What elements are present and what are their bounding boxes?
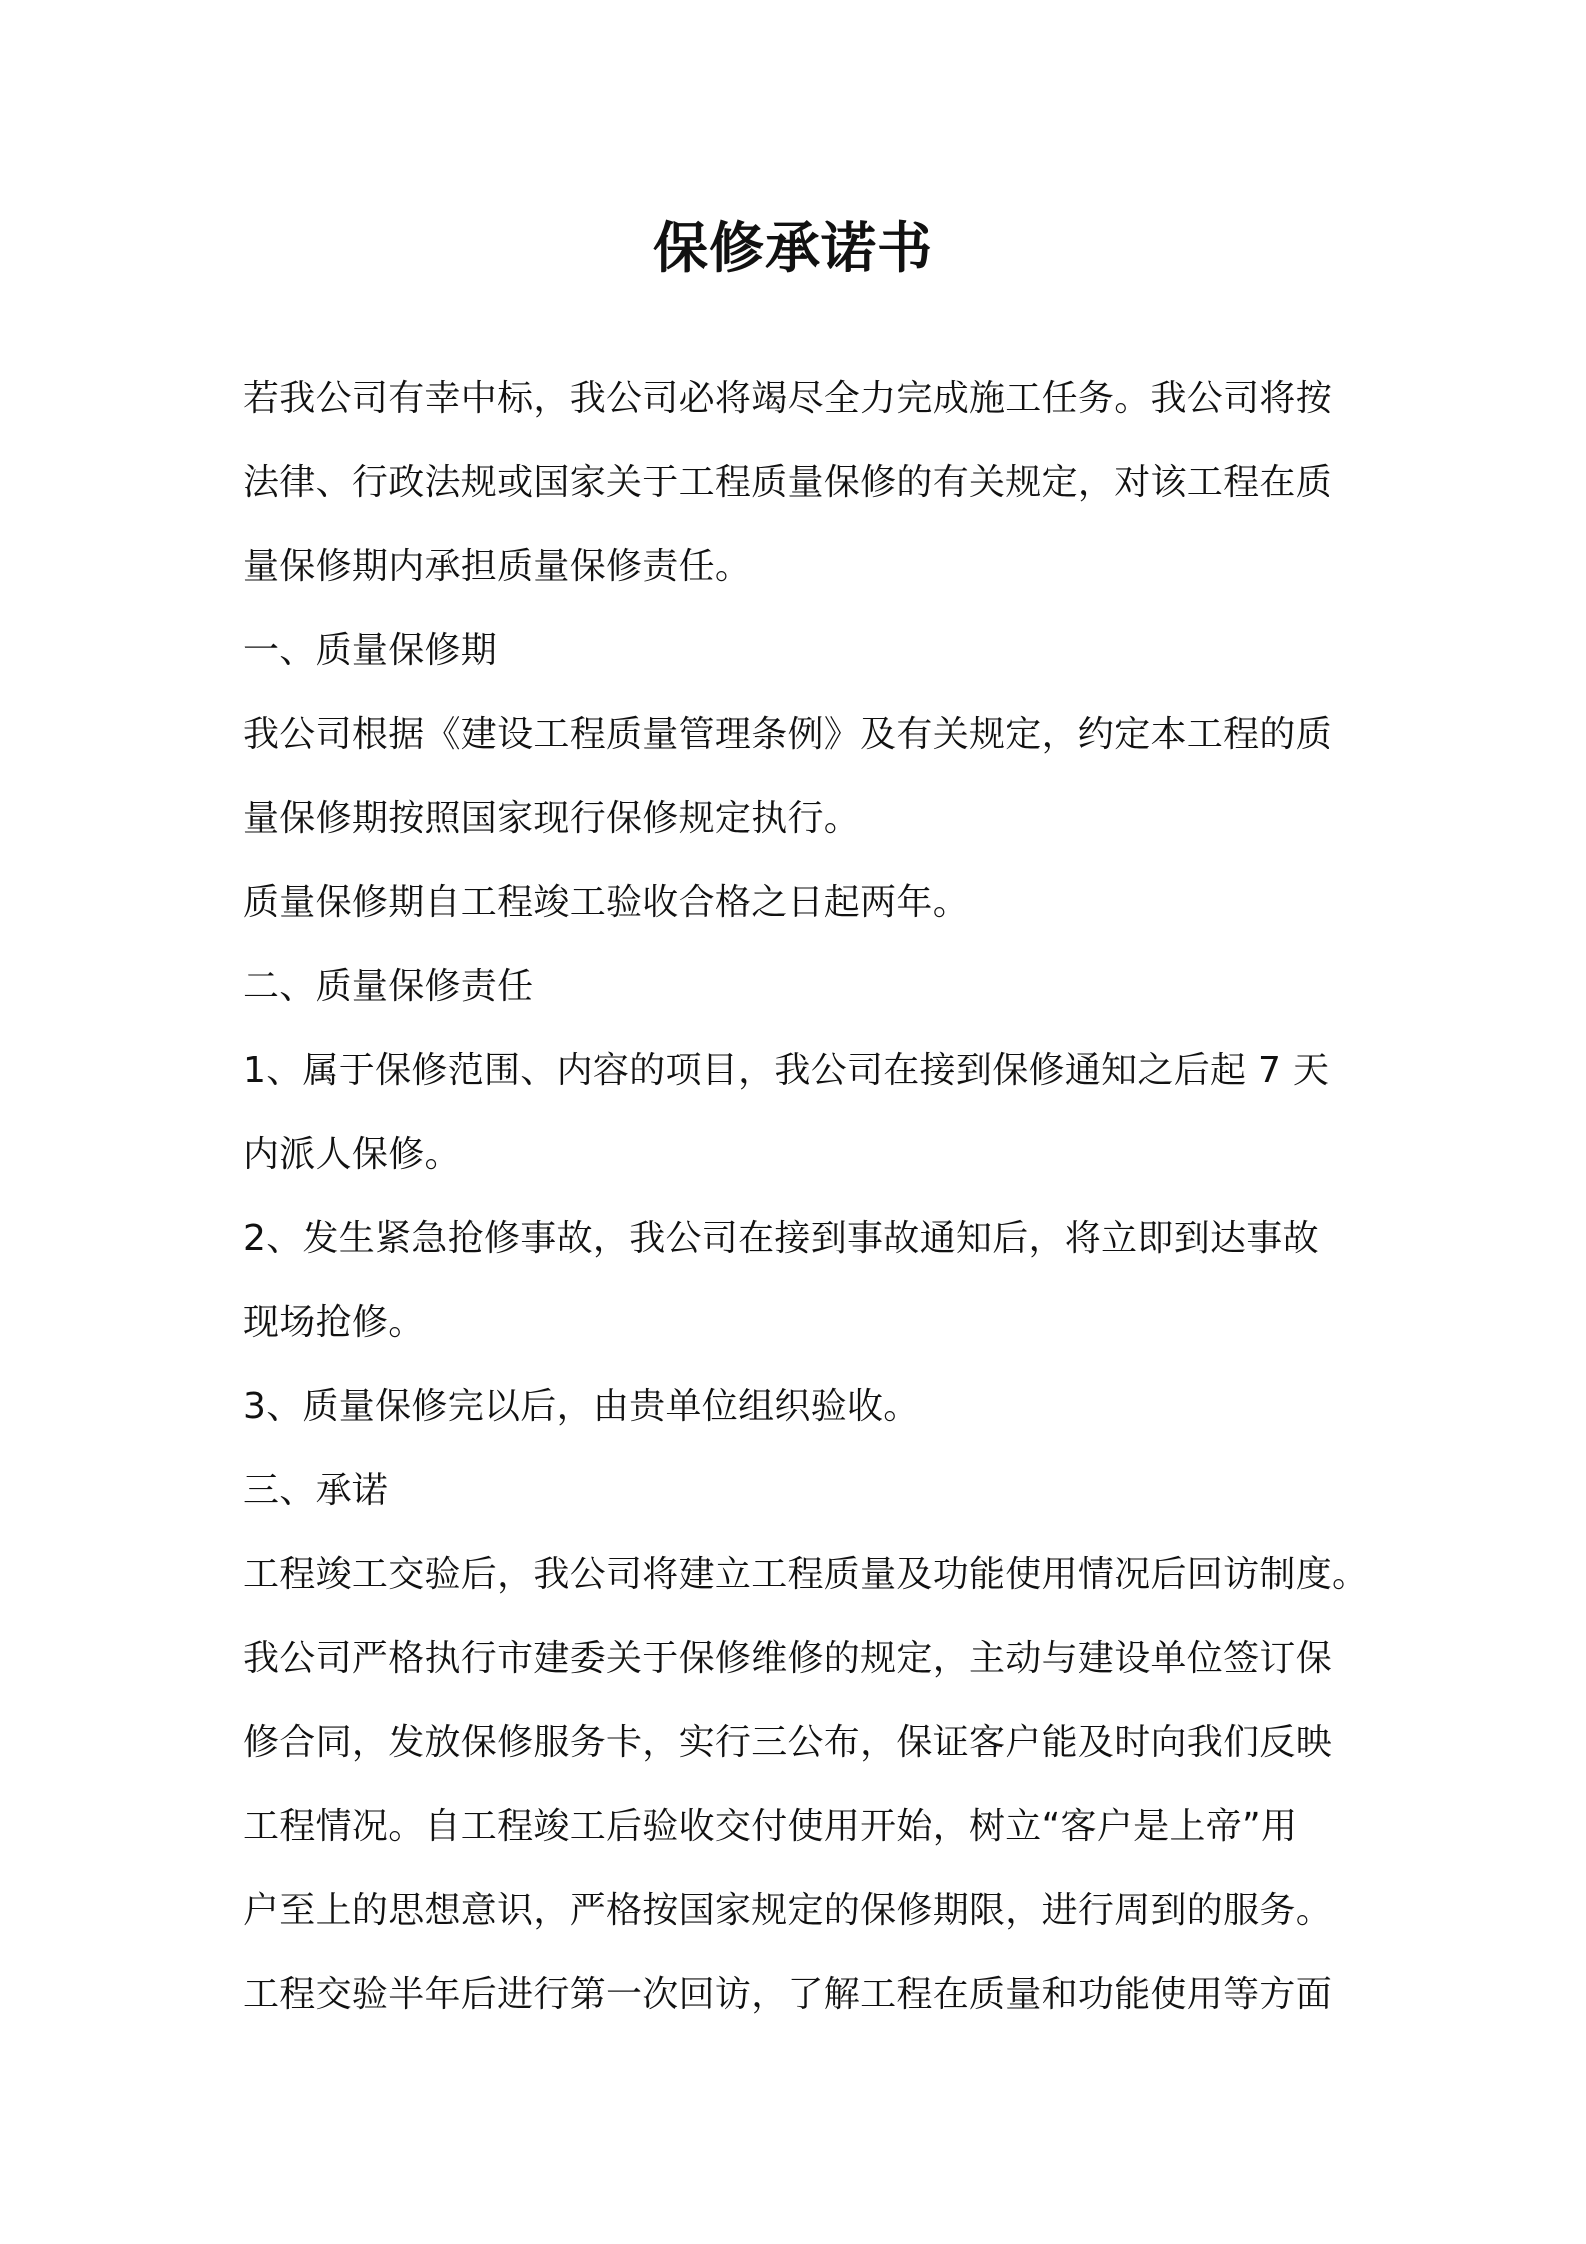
section-heading: 三、承诺 — [243, 1470, 389, 1511]
paragraph-line: 户至上的思想意识，严格按国家规定的保修期限，进行周到的服务。 — [243, 1890, 1333, 1931]
paragraph-line: 我公司根据《建设工程质量管理条例》及有关规定，约定本工程的质 — [243, 714, 1333, 755]
list-item-line: 内派人保修。 — [243, 1134, 461, 1175]
paragraph-line: 修合同，发放保修服务卡，实行三公布，保证客户能及时向我们反映 — [243, 1722, 1333, 1763]
list-item-line: 1、属于保修范围、内容的项目，我公司在接到保修通知之后起 7 天 — [243, 1050, 1330, 1091]
paragraph-line: 工程交验半年后进行第一次回访，了解工程在质量和功能使用等方面 — [243, 1974, 1333, 2015]
document-title: 保修承诺书 — [652, 216, 933, 280]
paragraph-line: 量保修期按照国家现行保修规定执行。 — [243, 798, 861, 839]
section-heading: 一、质量保修期 — [243, 630, 498, 671]
paragraph-line: 质量保修期自工程竣工验收合格之日起两年。 — [243, 882, 970, 923]
paragraph-line: 法律、行政法规或国家关于工程质量保修的有关规定，对该工程在质 — [243, 462, 1333, 503]
paragraph-line: 工程竣工交验后，我公司将建立工程质量及功能使用情况后回访制度。 — [243, 1554, 1369, 1595]
list-item-line: 2、发生紧急抢修事故，我公司在接到事故通知后，将立即到达事故 — [243, 1218, 1319, 1259]
document-body — [243, 357, 1373, 2037]
paragraph-line: 量保修期内承担质量保修责任。 — [243, 546, 752, 587]
paragraph-line: 工程情况。自工程竣工后验收交付使用开始，树立“客户是上帝”用 — [243, 1806, 1298, 1847]
list-item-line: 现场抢修。 — [243, 1302, 425, 1343]
paragraph-line: 若我公司有幸中标，我公司必将竭尽全力完成施工任务。我公司将按 — [243, 378, 1333, 419]
list-item-line: 3、质量保修完以后，由贵单位组织验收。 — [243, 1386, 920, 1427]
section-heading: 二、质量保修责任 — [243, 966, 534, 1007]
paragraph-line: 我公司严格执行市建委关于保修维修的规定，主动与建设单位签订保 — [243, 1638, 1333, 1679]
